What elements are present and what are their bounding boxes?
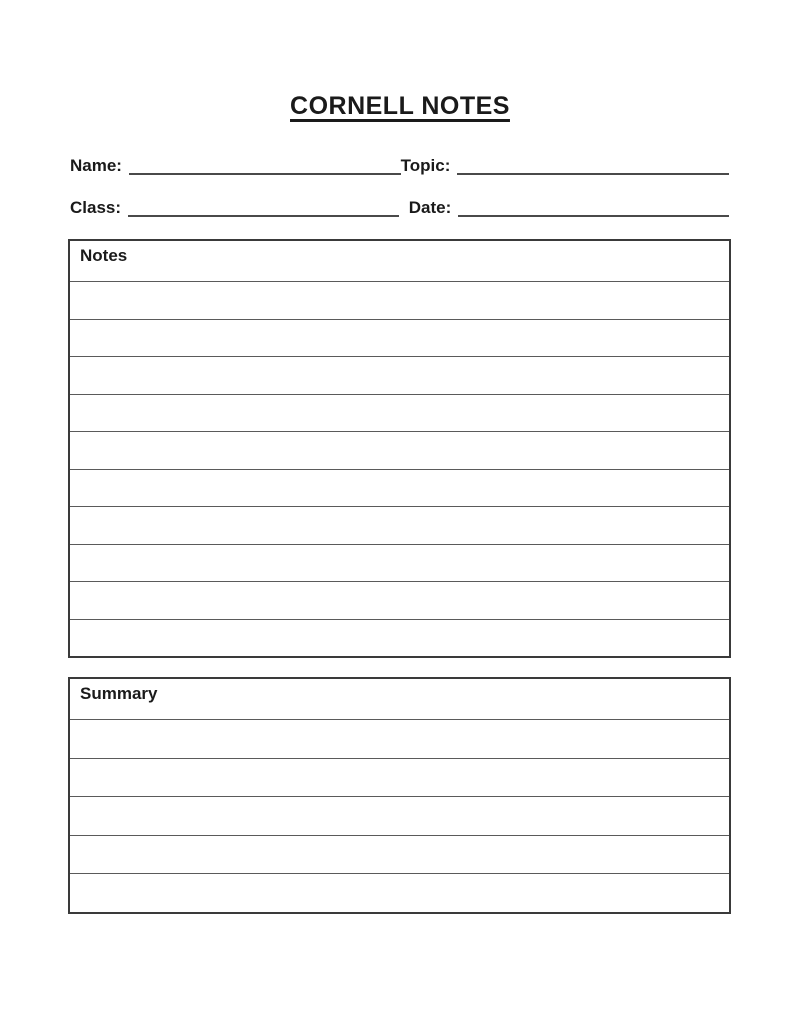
summary-row[interactable] <box>70 796 729 835</box>
summary-row[interactable] <box>70 719 729 758</box>
notes-row[interactable] <box>70 469 729 507</box>
notes-row[interactable] <box>70 506 729 544</box>
summary-row[interactable] <box>70 835 729 874</box>
header-fields <box>70 155 729 217</box>
notes-row[interactable] <box>70 619 729 657</box>
summary-row[interactable] <box>70 758 729 797</box>
notes-rows <box>70 281 729 656</box>
notes-header-label: Notes <box>80 246 128 265</box>
notes-row[interactable] <box>70 431 729 469</box>
class-date-row <box>70 197 729 217</box>
notes-row[interactable] <box>70 281 729 319</box>
date-input-line[interactable] <box>458 197 729 217</box>
notes-row[interactable] <box>70 394 729 432</box>
name-label: Name: <box>70 156 122 175</box>
notes-row[interactable] <box>70 319 729 357</box>
notes-row[interactable] <box>70 356 729 394</box>
topic-label: Topic: <box>400 156 451 175</box>
summary-rows <box>70 719 729 912</box>
topic-input-line[interactable] <box>457 155 729 175</box>
notes-row[interactable] <box>70 581 729 619</box>
name-topic-row <box>70 155 729 175</box>
notes-table <box>68 239 731 658</box>
notes-header-row <box>70 241 729 281</box>
page-title-text: CORNELL NOTES <box>290 92 510 120</box>
summary-header-row <box>70 679 729 719</box>
summary-table <box>68 677 731 914</box>
page-title <box>0 0 800 121</box>
class-label: Class: <box>70 198 122 217</box>
summary-row[interactable] <box>70 873 729 912</box>
class-input-line[interactable] <box>128 197 399 217</box>
name-input-line[interactable] <box>129 155 401 175</box>
date-label: Date: <box>408 198 452 217</box>
notes-row[interactable] <box>70 544 729 582</box>
summary-header-label: Summary <box>80 684 158 703</box>
